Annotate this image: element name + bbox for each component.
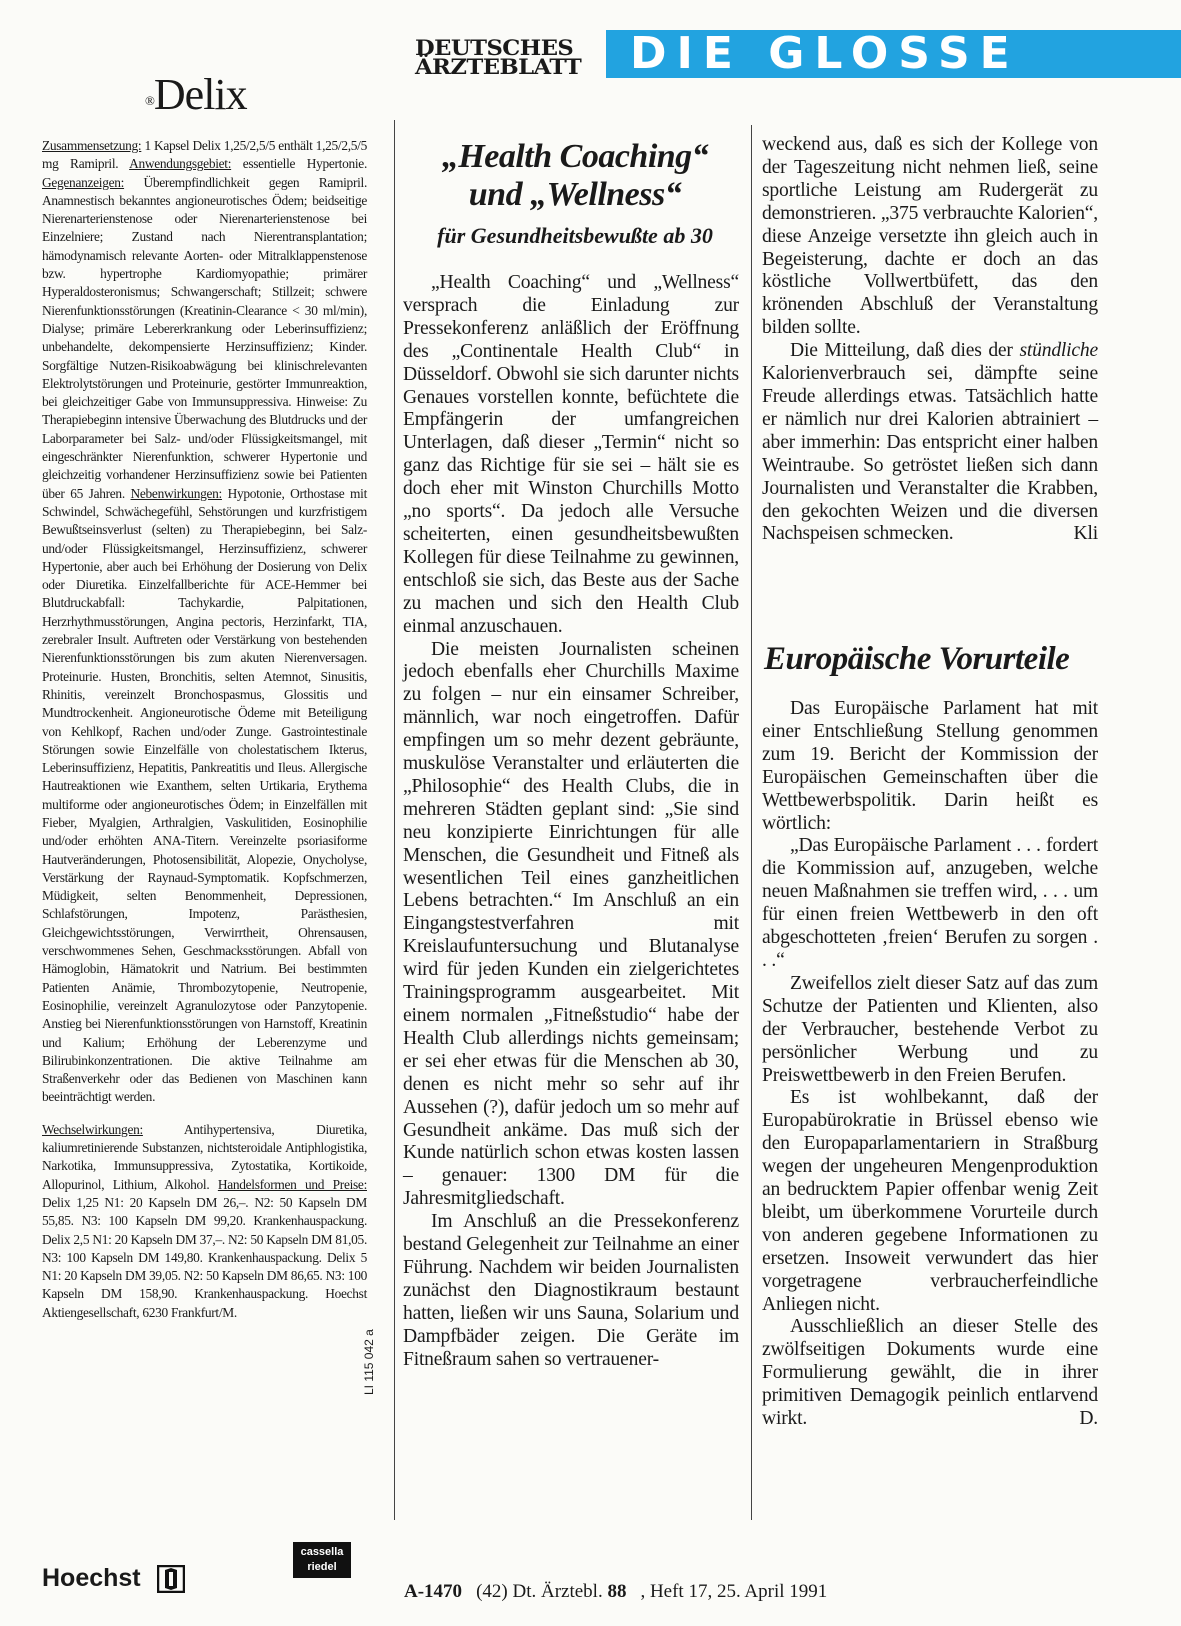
article-1-heading — [405, 138, 745, 249]
article-1-paragraph: „Health Coaching“ und „Wellness“ versprach die Einladung zur Pressekonferenz anläßlich der Eröffnung des „Continentale Health Club“ in Düsseldorf. Obwohl sie sich darunter nichts Genaues vorstellen konnte, befüchtete die Empfängerin der umfangreichen Unterlagen, daß dieser „Termin“ nicht so ganz das Richtige für sie sei – hält sie es doch eher mit Winston Churchills Motto „no sports“. Da jedoch alle Versuche scheiterten, einen gesundheitsbewußten Kollegen für diese Teilnahme zu gewinnen, entschloß sie sich, das Beste aus der Sache zu machen und sich den Health Club einmal anzuschauen. — [403, 272, 739, 637]
hoechst-tower-icon — [157, 1565, 185, 1598]
article-1-column-1 — [403, 272, 739, 1372]
article-1-subtitle: für Gesundheitsbewußte ab 30 — [437, 223, 713, 248]
side-effects-text: Hypotonie, Orthostase mit Schwindel, Schwächegefühl, Sehstörungen und kurzfristigem Bewußtseinsverlust (selten) zu Therapiebeginn, bei Salz- und/oder Flüssigkeitsmangel, Herzinsuffizienz, schwerer Hypertonie, aber auch bei Erhöhung der Dosierung von Delix oder Diuretika. Einzelfallberichte für ACE-Hemmer bei Blutdruckabfall: Tachykardie, Palpitationen, Herzrhythmusstörungen, Angina pectoris, Herzinfarkt, TIA, zerebraler Insult. Auftreten oder Verstärkung von bestehenden Nierenfunktionsstörungen bis zum akuten Nierenversagen. Proteinurie. Husten, Bronchitis, selten Atemnot, Sinusitis, Rhinitis, vereinzelt Bronchospasmus, Glossitis und Mundtrockenheit. Angioneurotische Ödeme mit Beteiligung von Kehlkopf, Rachen und/oder Zunge. Gastrointestinale Störungen sowie Einzelfälle von cholestatischem Ikterus, Leberinsuffizienz, Hepatitis, Pankreatitis und Ileus. Allergische Hautreaktionen wie Exanthem, selten Urtikaria, Erythema multiforme oder angioneurotisches Ödem; in Einzelfällen mit Fieber, Myalgien, Arthralgien, Vaskulitiden, Eosinophilie und/oder erhöhten ANA-Titern. Vereinzelte psoriasiforme Hautveränderungen, Photosensibilität, Alopezie, Onycholyse, Verstärkung der Raynaud-Symptomatik. Kopfschmerzen, Müdigkeit, selten Benommenheit, Depressionen, Schlafstörungen, Impotenz, Parästhesien, Gleichgewichtsstörungen, Verwirrtheit, Ohrensausen, verschwommenes Sehen, Geschmacksstörungen. Abfall von Hämoglobin, Hämatokrit und Natrium. Bei bestimmten Patienten Anämie, Thrombozytopenie, Neutropenie, Eosinophilie, vereinzelt Agranulozytose oder Panzytopenie. Anstieg bei Nierenfunktionsstörungen von Harnstoff, Kreatinin und Kalium; Erhöhung der Leberenzyme und Bilirubinkonzentrationen. Die aktive Teilnahme am Straßenverkehr oder das Bedienen von Maschinen kann beeinträchtigt werden. — [42, 485, 367, 1105]
article-2-column — [762, 698, 1098, 1431]
contraindications-text: Überempfindlichkeit gegen Ramipril. Anamnestisch bekanntes angioneurotisches Ödem; beidseitige Nierenarterienstenose oder Nierenarterienstenose bei Einzelniere; Zustand nach Nierentransplantation; hämodynamisch relevante Aorten- oder Mitralklappenstenose bzw. hypertrophe Kardiomyopathie; primärer Hyperaldosteronismus; Schwangerschaft; Stillzeit; schwere Nierenfunktionsstörungen (Kreatinin-Clearance < 30 ml/min), Dialyse; primäre Lebererkrankung oder Leberinsuffizienz; unbehandelte, dekompensierte Herzinsuffizienz; Kinder. Sorgfältige Nutzen-Risikoabwägung bei klinischrelevanten Elektrolytstörungen und Proteinurie, gestörter Immunreaktion, bei gleichzeitiger Gabe von Immunsuppressiva. Hinweise: Zu Therapiebeginn intensive Überwachung des Blutdrucks und der Laborparameter bei Salz- und/oder Flüssigkeitsmangel, mit eingeschränkter Nierenfunktion, schwerer Hypertonie und gleichzeitig vorhandener Herzinsuffizienz sowie bei Patienten über 65 Jahren. — [42, 174, 367, 501]
column-divider-right — [751, 125, 752, 1520]
page-number: A-1470 — [404, 1581, 463, 1602]
paragraph-text: Die Mitteilung, daß dies der — [790, 340, 1020, 362]
citation-issue: , Heft 17, 25. April 1991 — [640, 1581, 828, 1602]
composition-text: 1 Kapsel Delix 1,25/2,5/5 enthält 1,25/2,5/5 mg Ramipril. — [42, 138, 367, 172]
section-banner: DIE GLOSSE — [606, 30, 1181, 78]
paragraph-text: Kalorienverbrauch sei, dämpfte seine Freude allerdings etwas. Tatsächlich hatte er nämlich nur drei Kalorien abtrainiert – aber immerhin: Das entspricht einer halben Weintraube. So getröstet ließen sich dann Journalisten und Veranstalter die Krabben, den gekochten Weizen und die diversen Nachspeisen schmecken. — [762, 363, 1098, 545]
interactions-text: Antihypertensiva, Diuretika, kaliumretinierende Substanzen, nichtsteroidale Antiphlogistika, Narkotika, Immunsuppressiva, Zytostatika, Kortikoide, Allopurinol, Lithium, Alkohol. — [42, 1121, 367, 1192]
emphasis-text: stündliche — [1019, 340, 1098, 362]
article-2-paragraph: „Das Europäische Parlament . . . fordert die Kommission auf, anzugeben, welche neuen Maßnahmen sie treffen wird, . . . um für einen freien Wettbewerb in den oft abgeschotteten ‚freien‘ Berufen zu sorgen . . .“ — [762, 835, 1098, 971]
article-1-paragraph — [762, 340, 1098, 546]
article-1-column-2 — [762, 134, 1098, 546]
article-2-title: Europäische Vorurteile — [764, 641, 1070, 677]
journal-masthead — [415, 35, 587, 79]
packaging-label: Handelsformen und Preise: — [217, 1176, 367, 1192]
article-1-author-initials: Kli — [1073, 523, 1098, 545]
side-effects-label: Nebenwirkungen: — [130, 485, 222, 501]
packaging-text: Delix 1,25 N1: 20 Kapseln DM 26,–. N2: 50 Kapseln DM 55,85. N3: 100 Kapseln DM 99,20. Krankenhauspackung. Delix 2,5 N1: 20 Kapseln DM 37,–. N2: 50 Kapseln DM 81,05. N3: 100 Kapseln DM 149,80. Krankenhauspackung. Delix 5 N1: 20 Kapseln DM 39,05. N2: 50 Kapseln DM 86,65. N3: 100 Kapseln DM 158,90. Krankenhauspackung. Hoechst Aktiengesellschaft, 6230 Frankfurt/M. — [42, 1194, 367, 1320]
brand-text: Delix — [153, 70, 247, 119]
contraindications-label: Gegenanzeigen: — [42, 174, 125, 190]
column-divider-left — [394, 120, 395, 1520]
interactions-label: Wechselwirkungen: — [42, 1121, 143, 1137]
masthead-line-1: DEUTSCHES — [415, 35, 574, 60]
indication-label: Anwendungsgebiet: — [129, 156, 232, 172]
page-footer — [404, 1580, 827, 1604]
article-2-paragraph: Es ist wohlbekannt, daß der Europabürokratie in Brüssel ebenso wie den Europaparlamentariern in Straßburg wegen der ungeheuren Mengenproduktion an bedrucktem Papier offenbar wenig Zeit bleibt, um überkommene Vorurteile durch von anderen gegebene Informationen zu ersetzen. Insoweit verwundert das hier vorgetragene verbraucherfeindliche Anliegen nicht. — [762, 1087, 1098, 1315]
article-1-title-line-1: „Health Coaching“ — [441, 138, 709, 175]
drug-info-paragraph-2 — [42, 1121, 367, 1322]
citation-text: (42) Dt. Ärztebl. — [476, 1581, 608, 1602]
company-logo-text: Hoechst — [42, 1564, 141, 1592]
registered-mark: ® — [145, 93, 154, 108]
partner-logo — [293, 1542, 351, 1578]
article-2-paragraph: Das Europäische Parlament hat mit einer Entschließung Stellung genommen zum 19. Bericht der Kommission der Europäischen Gemeinschaften über die Wettbewerbspolitik. Darin heißt es wörtlich: — [762, 698, 1098, 834]
composition-label: Zusammensetzung: — [42, 138, 142, 153]
masthead-line-2: ÄRZTEBLATT — [415, 54, 582, 79]
partner-logo-line-1: cassella — [300, 1546, 344, 1558]
article-2-paragraph: Zweifellos zielt dieser Satz auf das zum Schutze der Patienten und Klienten, also der Verbraucher, bestehende Verbot zu persönlicher Werbung und zu Preiswettbewerb in den Freien Berufen. — [762, 972, 1098, 1086]
article-2-paragraph — [762, 1316, 1098, 1431]
volume-number: 88 — [607, 1581, 627, 1602]
paragraph-text: Ausschließlich an dieser Stelle des zwölfseitigen Dokuments wurde eine Formulierung gewählt, die in ihrer primitiven Demagogik peinlich entlarvend wirkt. — [762, 1316, 1098, 1430]
drug-information — [42, 137, 367, 1336]
article-1-paragraph: Im Anschluß an die Pressekonferenz bestand Gelegenheit zur Teilnahme an einer Führung. Nachdem wir beiden Journalisten zunächst den Diagnostikraum bestaunt hatten, ließen wir uns Sauna, Solarium und Dampfbäder zeigen. Die Geräte im Fitneßraum sahen so vertrauener- — [403, 1211, 739, 1370]
article-2-author-initials: D. — [1079, 1408, 1098, 1430]
article-1-paragraph: weckend aus, daß es sich der Kollege von der Tageszeitung nicht nehmen ließ, seine sportliche Leistung am Rudergerät zu demonstrieren. „375 verbrauchte Kalorien“, diese Anzeige versetzte ihn gleich auch in Begeisterung, dachte er doch an das köstliche Vollwertbüfett, das den krönenden Abschluß der Veranstaltung bilden sollte. — [762, 134, 1098, 339]
drug-info-paragraph-1 — [42, 137, 367, 1107]
partner-logo-line-2: riedel — [307, 1561, 337, 1573]
brand-name — [145, 70, 247, 120]
indication-text: essentielle Hypertonie. — [231, 156, 367, 172]
article-1-paragraph: Die meisten Journalisten scheinen jedoch ebenfalls eher Churchills Maxime zu folgen – nur ein einsamer Schreiber, männlich, war noch eingetroffen. Dafür empfingen um so mehr dezent gebräunte, muskulöse Veranstalter und erläuterten die „Philosophie“ des Health Clubs, die in mehreren Städten geplant sind: „Sie sind neu konzipierte Einrichtungen für alle Menschen, die Gesundheit und Fitneß als wesentlichen Teil eines ganzheitlichen Lebens betrachten.“ Im Anschluß an ein Eingangstestverfahren mit Kreislaufuntersuchung und Blutanalyse wird für jeden Kunden ein zielgerichtetes Trainingsprogramm ausgearbeitet. Mit einem normalen „Fitneßstudio“ habe der Health Club allerdings nichts gemeinsam; er sei eher etwas für die Menschen ab 30, denen es nicht mehr so sehr auf ihr Aussehen (?), dafür jedoch um so mehr auf Gesundheit ankäme. Das muß sich der Kunde natürlich schon etwas kosten lassen – genauer: 1300 DM für die Jahresmitgliedschaft. — [403, 638, 739, 1210]
ad-reference-code: LI 115 042 a — [362, 1329, 376, 1395]
article-1-title-line-2: und „Wellness“ — [468, 176, 682, 213]
